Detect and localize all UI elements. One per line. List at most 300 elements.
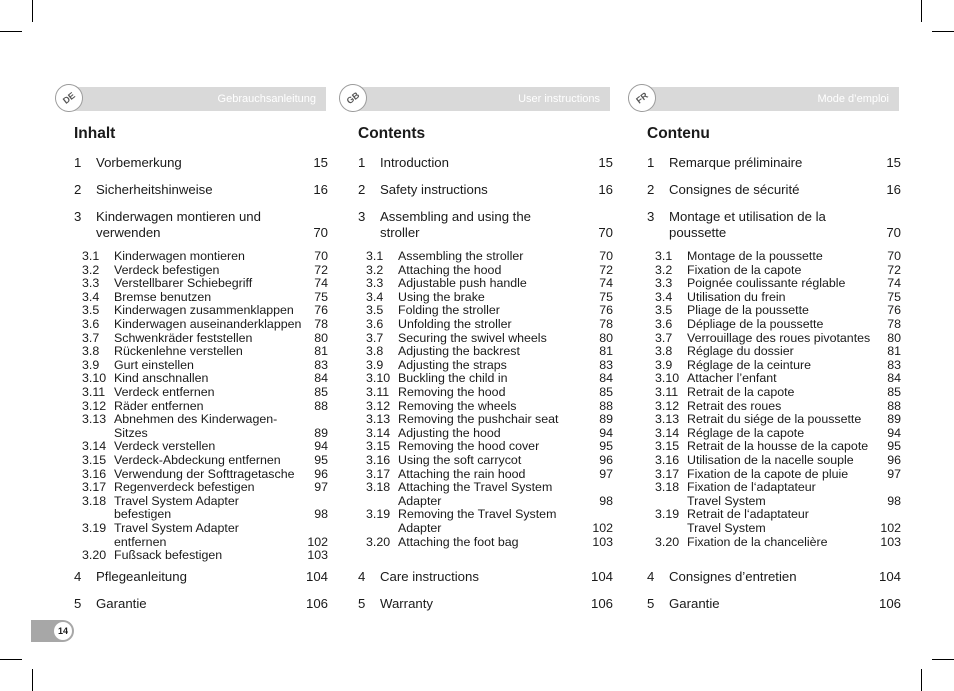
toc-entry-title-line: Vorbemerkung (96, 155, 182, 170)
toc-entry-title (380, 155, 577, 171)
toc-entry-title (114, 468, 302, 482)
toc-entry-number: 4 (358, 569, 366, 584)
toc-entry-number: 3.13 (655, 412, 680, 427)
toc-entry-page: 103 (880, 534, 901, 549)
toc-entry-title (114, 440, 302, 454)
toc-entry-number: 3.1 (82, 249, 100, 263)
toc-entry-title (669, 182, 865, 198)
toc-entry-title (687, 332, 875, 346)
toc-entry-title (398, 386, 587, 400)
toc-entry-page: 80 (599, 330, 613, 345)
toc-entry-title-line: Attacher l’enfant (687, 371, 777, 386)
toc-entry-title-line: Attaching the rain hood (398, 466, 526, 481)
toc-entry-title (114, 481, 302, 495)
toc-entry-number: 3.14 (82, 439, 107, 454)
toc-entry-title (114, 359, 302, 373)
toc-entry-title-line: Kinderwagen zusammenklappen (114, 303, 294, 318)
toc-entry-number: 3.19 (655, 507, 680, 522)
toc-entry-page: 84 (599, 371, 613, 386)
toc-entry-page: 102 (307, 534, 328, 549)
toc-entry-page: 104 (305, 569, 328, 584)
toc-entry-title (114, 304, 302, 318)
toc-entry-title (687, 318, 875, 332)
toc-entry-title (114, 372, 302, 386)
toc-entry-number: 3.9 (82, 357, 100, 372)
toc-entry-number: 3.10 (655, 371, 680, 386)
toc-entry-page: 84 (314, 371, 328, 386)
toc-entry-title-line: Poignée coulissante réglable (687, 276, 846, 291)
toc-entry-page: 94 (314, 439, 328, 454)
toc-entry-title (398, 345, 587, 359)
toc-entry-title (96, 569, 292, 585)
toc-entry-number: 3.7 (655, 330, 673, 345)
toc-entry-page: 106 (590, 596, 613, 611)
toc-entry-number: 3.14 (366, 425, 391, 440)
crop-mark (0, 31, 22, 32)
toc-entry-page: 106 (878, 596, 901, 611)
toc-entry-title (114, 549, 302, 563)
toc-entry-title (669, 596, 865, 612)
toc-entry-page: 85 (599, 385, 613, 399)
toc-entry-page: 74 (887, 276, 901, 291)
toc-entry-page: 81 (599, 344, 613, 359)
toc-entry-title-line: Bremse benutzen (114, 289, 212, 304)
toc-entry-title-line: Removing the hood cover (398, 439, 540, 454)
toc-entry-number: 1 (74, 155, 82, 170)
toc-entry-page: 94 (599, 425, 613, 440)
toc-entry-title (114, 345, 302, 359)
language-header (60, 87, 326, 111)
toc-entry-title (398, 440, 587, 454)
toc-entry-title (398, 481, 587, 508)
toc-entry-number: 2 (647, 182, 655, 197)
toc-entry-number: 3.1 (655, 249, 673, 263)
toc-title: Inhalt (74, 125, 116, 142)
toc-entry-page: 83 (314, 357, 328, 372)
toc-entry-title-line: Warranty (380, 596, 434, 611)
toc-entry-title-line: Remarque préliminaire (669, 155, 803, 170)
toc-entry-title (687, 277, 875, 291)
toc-entry-page: 78 (314, 317, 328, 331)
toc-entry-page: 76 (887, 303, 901, 318)
toc-entry-page: 85 (314, 385, 328, 399)
toc-entry-number: 3.16 (655, 453, 680, 467)
toc-entry-title (398, 413, 587, 427)
toc-entry-page: 76 (314, 303, 328, 318)
toc-entry-title-line: Pliage de la poussette (687, 303, 809, 318)
toc-entry-title (114, 291, 302, 305)
toc-entry-title-line: Adapter (398, 493, 442, 508)
toc-entry-number: 3.12 (655, 398, 680, 413)
toc-entry-page: 89 (314, 425, 328, 440)
toc-entry-number: 3.2 (82, 262, 100, 277)
toc-entry-title-line: Unfolding the stroller (398, 317, 512, 331)
toc-entry-title (687, 454, 875, 468)
toc-entry-page: 95 (887, 439, 901, 454)
toc-entry-title-line: Verdeck befestigen (114, 262, 220, 277)
toc-entry-page: 88 (599, 398, 613, 413)
toc-entry-number: 3.20 (366, 534, 391, 549)
toc-entry-title-line: Sitzes (114, 425, 148, 440)
crop-mark (32, 669, 33, 691)
toc-entry-number: 5 (647, 596, 655, 611)
toc-entry-number: 3.8 (655, 344, 673, 359)
toc-entry-title (687, 481, 875, 508)
toc-entry-title (380, 182, 577, 198)
toc-entry-page: 98 (599, 493, 613, 508)
toc-entry-number: 3.2 (655, 262, 673, 277)
toc-entry-title (96, 596, 292, 612)
toc-entry-page: 96 (599, 453, 613, 467)
toc-entry-page: 15 (313, 155, 328, 170)
toc-entry-page: 97 (314, 480, 328, 495)
toc-entry-title-line: Garantie (669, 596, 720, 611)
toc-entry-title-line: Retrait de la housse de la capote (687, 439, 869, 454)
toc-entry-title (114, 413, 302, 440)
toc-entry-page: 89 (887, 412, 901, 427)
toc-entry-title (398, 264, 587, 278)
toc-entry-title (687, 440, 875, 454)
toc-entry-title (398, 250, 587, 264)
toc-entry-number: 3.12 (366, 398, 391, 413)
toc-title: Contenu (647, 125, 710, 142)
toc-entry-title (380, 209, 577, 241)
toc-entry-page: 74 (314, 276, 328, 291)
toc-entry-number: 3.9 (655, 357, 673, 372)
language-header (344, 87, 610, 111)
toc-entry-number: 3.1 (366, 249, 384, 263)
toc-entry-page: 103 (592, 534, 613, 549)
toc-entry-title (398, 468, 587, 482)
toc-entry-title-line: Garantie (96, 596, 147, 611)
toc-entry-title-line: Verwendung der Softtragetasche (114, 466, 295, 481)
toc-entry-title-line: Adapter (398, 520, 442, 535)
toc-entry-title (398, 332, 587, 346)
toc-entry-page: 70 (886, 225, 901, 240)
toc-entry-number: 3 (358, 209, 366, 224)
toc-entry-page: 75 (887, 289, 901, 304)
toc-entry-title-line: Removing the pushchair seat (398, 412, 559, 427)
toc-entry-number: 3.5 (366, 303, 384, 318)
toc-entry-title-line: Folding the stroller (398, 303, 500, 318)
toc-entry-number: 1 (647, 155, 655, 170)
toc-entry-page: 88 (887, 398, 901, 413)
toc-entry-title (687, 250, 875, 264)
toc-entry-page: 97 (887, 466, 901, 481)
toc-entry-title-line: Fixation de la chancelière (687, 534, 828, 549)
toc-entry-page: 70 (599, 249, 613, 263)
toc-entry-title-line: Adjusting the hood (398, 425, 501, 440)
toc-entry-page: 15 (886, 155, 901, 170)
toc-entry-title-line: Retrait de l‘adaptateur (687, 507, 809, 522)
toc-entry-number: 3 (74, 209, 82, 224)
toc-entry-page: 98 (887, 493, 901, 508)
toc-entry-number: 3.8 (82, 344, 100, 359)
toc-entry-title-line: Removing the wheels (398, 398, 517, 413)
toc-entry-title-line: Montage et utilisation de la (669, 209, 826, 224)
header-label: User instructions (518, 93, 600, 105)
toc-entry-number: 3.8 (366, 344, 384, 359)
toc-entry-title-line: poussette (669, 225, 727, 240)
toc-entry-title-line: Kinderwagen montieren und (96, 209, 261, 224)
toc-entry-title (687, 427, 875, 441)
toc-entry-title-line: Rückenlehne verstellen (114, 344, 243, 359)
toc-entry-title (114, 454, 302, 468)
toc-entry-title-line: befestigen (114, 507, 172, 522)
toc-entry-number: 5 (74, 596, 82, 611)
page-number: 14 (54, 622, 72, 640)
toc-entry-title-line: Fixation de l‘adaptateur (687, 480, 816, 495)
language-badge: FR (622, 78, 661, 117)
toc-entry-page: 81 (314, 344, 328, 359)
toc-entry-title-line: Utilisation du frein (687, 289, 786, 304)
toc-entry-page: 16 (598, 182, 613, 197)
toc-entry-title (398, 359, 587, 373)
toc-entry-page: 97 (599, 466, 613, 481)
toc-entry-title-line: Consignes d’entretien (669, 569, 797, 584)
toc-entry-title (96, 209, 292, 241)
toc-entry-number: 3.17 (82, 480, 107, 495)
toc-entry-title-line: Dépliage de la poussette (687, 317, 824, 331)
toc-entry-number: 3.17 (655, 466, 680, 481)
toc-entry-number: 3.4 (82, 289, 100, 304)
toc-entry-number: 3.11 (366, 385, 390, 399)
toc-entry-title-line: Fixation de la capote de pluie (687, 466, 849, 481)
toc-entry-title-line: Verdeck verstellen (114, 439, 216, 454)
toc-entry-title (669, 155, 865, 171)
toc-entry-title (687, 345, 875, 359)
toc-entry-title-line: Verrouillage des roues pivotantes (687, 330, 871, 345)
toc-entry-title (687, 291, 875, 305)
toc-entry-title-line: Réglage de la ceinture (687, 357, 811, 372)
toc-entry-title (114, 522, 302, 549)
toc-entry-number: 3.11 (82, 385, 106, 399)
toc-entry-title-line: Verdeck-Abdeckung entfernen (114, 453, 281, 467)
toc-entry-title-line: Travel System (687, 520, 766, 535)
toc-entry-page: 102 (880, 520, 901, 535)
toc-entry-page: 96 (314, 466, 328, 481)
toc-entry-page: 84 (887, 371, 901, 386)
toc-entry-title-line: Verstellbarer Schiebegriff (114, 276, 253, 291)
toc-entry-number: 3.13 (366, 412, 391, 427)
toc-entry-title-line: Retrait du siége de la poussette (687, 412, 862, 427)
toc-entry-title (398, 304, 587, 318)
toc-entry-title (398, 318, 587, 332)
toc-entry-number: 3.20 (82, 548, 107, 563)
toc-entry-title-line: Fixation de la capote (687, 262, 802, 277)
toc-entry-title (398, 372, 587, 386)
toc-entry-title (114, 318, 302, 332)
toc-entry-title-line: Kinderwagen montieren (114, 249, 245, 263)
toc-entry-title-line: Travel System Adapter (114, 493, 239, 508)
toc-entry-number: 3.9 (366, 357, 384, 372)
toc-entry-title (398, 427, 587, 441)
toc-entry-number: 3.19 (82, 521, 107, 535)
toc-entry-title (114, 386, 302, 400)
toc-entry-title (398, 291, 587, 305)
toc-entry-title (687, 413, 875, 427)
toc-entry-title (687, 304, 875, 318)
toc-entry-page: 104 (590, 569, 613, 584)
toc-entry-title-line: Adjusting the backrest (398, 344, 520, 359)
toc-entry-page: 16 (313, 182, 328, 197)
toc-entry-number: 4 (647, 569, 655, 584)
toc-entry-title-line: Utilisation de la nacelle souple (687, 453, 854, 467)
toc-entry-page: 70 (313, 225, 328, 240)
crop-mark (921, 669, 922, 691)
toc-entry-number: 3.4 (366, 289, 384, 304)
toc-entry-number: 3.19 (366, 507, 391, 522)
toc-entry-number: 3.18 (655, 480, 680, 495)
toc-entry-title (687, 372, 875, 386)
toc-entry-title-line: Consignes de sécurité (669, 182, 800, 197)
toc-entry-page: 95 (599, 439, 613, 454)
toc-entry-title (114, 264, 302, 278)
toc-entry-number: 3.6 (655, 317, 673, 331)
toc-entry-page: 78 (887, 317, 901, 331)
toc-entry-page: 70 (314, 249, 328, 263)
toc-entry-title (687, 468, 875, 482)
toc-entry-title (398, 277, 587, 291)
toc-entry-number: 3.3 (366, 276, 384, 291)
toc-entry-number: 3.10 (82, 371, 107, 386)
toc-entry-page: 76 (599, 303, 613, 318)
toc-entry-page: 72 (314, 262, 328, 277)
toc-entry-title (398, 400, 587, 414)
toc-entry-title-line: Travel System (687, 493, 766, 508)
toc-entry-title-line: Securing the swivel wheels (398, 330, 547, 345)
toc-entry-title (669, 209, 865, 241)
toc-entry-number: 2 (358, 182, 366, 197)
toc-title: Contents (358, 125, 426, 142)
toc-entry-title-line: entfernen (114, 534, 167, 549)
header-label: Mode d’emploi (817, 93, 889, 105)
toc-entry-title-line: Sicherheitshinweise (96, 182, 213, 197)
page-tab (31, 620, 74, 642)
toc-entry-title-line: Räder entfernen (114, 398, 204, 413)
toc-entry-page: 89 (599, 412, 613, 427)
toc-entry-title-line: Retrait de la capote (687, 385, 795, 399)
toc-entry-page: 88 (314, 398, 328, 413)
toc-entry-page: 81 (887, 344, 901, 359)
toc-entry-page: 83 (599, 357, 613, 372)
toc-entry-title (380, 596, 577, 612)
toc-entry-title (687, 359, 875, 373)
toc-entry-title (398, 536, 587, 550)
toc-entry-number: 3.11 (655, 385, 679, 399)
toc-entry-title (114, 332, 302, 346)
toc-entry-number: 3.20 (655, 534, 680, 549)
toc-entry-number: 3.5 (655, 303, 673, 318)
toc-entry-number: 3.16 (82, 466, 107, 481)
language-header (633, 87, 899, 111)
toc-entry-number: 3.2 (366, 262, 384, 277)
toc-entry-page: 78 (599, 317, 613, 331)
toc-entry-number: 5 (358, 596, 366, 611)
crop-mark (932, 659, 954, 660)
toc-entry-title-line: Kinderwagen auseinanderklappen (114, 317, 302, 331)
toc-entry-number: 3.7 (82, 330, 100, 345)
toc-entry-page: 80 (314, 330, 328, 345)
toc-entry-number: 3.18 (82, 493, 107, 508)
toc-entry-title (380, 569, 577, 585)
toc-entry-page: 94 (887, 425, 901, 440)
toc-entry-page: 16 (886, 182, 901, 197)
toc-entry-number: 3.6 (82, 317, 100, 331)
toc-entry-page: 83 (887, 357, 901, 372)
toc-entry-title-line: Assembling the stroller (398, 249, 524, 263)
crop-mark (0, 659, 22, 660)
toc-entry-title-line: Assembling and using the (380, 209, 532, 224)
toc-entry-page: 106 (305, 596, 328, 611)
toc-entry-page: 15 (598, 155, 613, 170)
toc-entry-page: 75 (314, 289, 328, 304)
toc-entry-title-line: Adjusting the straps (398, 357, 507, 372)
toc-entry-number: 3.5 (82, 303, 100, 318)
toc-entry-number: 3.18 (366, 480, 391, 495)
toc-entry-title (114, 495, 302, 522)
toc-entry-title-line: Travel System Adapter (114, 521, 239, 535)
toc-entry-title (96, 155, 292, 171)
toc-entry-title-line: Attaching the Travel System (398, 480, 553, 495)
toc-entry-number: 3.3 (82, 276, 100, 291)
toc-entry-title-line: Removing the hood (398, 385, 506, 399)
toc-entry-title (687, 536, 875, 550)
toc-entry-page: 74 (599, 276, 613, 291)
toc-entry-title (114, 277, 302, 291)
toc-entry-number: 3.15 (366, 439, 391, 454)
toc-entry-title (114, 400, 302, 414)
toc-entry-page: 70 (887, 249, 901, 263)
toc-entry-number: 3.15 (82, 453, 107, 467)
language-badge: GB (333, 78, 372, 117)
toc-entry-title-line: Attaching the foot bag (398, 534, 519, 549)
toc-entry-title-line: Pflegeanleitung (96, 569, 187, 584)
toc-entry-title (398, 508, 587, 535)
toc-entry-title-line: Abnehmen des Kinderwagen- (114, 412, 278, 427)
toc-entry-page: 96 (887, 453, 901, 467)
crop-mark (932, 31, 954, 32)
toc-entry-title-line: Safety instructions (380, 182, 488, 197)
toc-entry-title-line: Montage de la poussette (687, 249, 823, 263)
toc-entry-title-line: Adjustable push handle (398, 276, 527, 291)
toc-entry-page: 75 (599, 289, 613, 304)
toc-entry-page: 70 (598, 225, 613, 240)
toc-entry-number: 1 (358, 155, 366, 170)
toc-entry-page: 102 (592, 520, 613, 535)
toc-entry-title-line: Schwenkräder feststellen (114, 330, 253, 345)
toc-entry-title (114, 250, 302, 264)
toc-entry-number: 4 (74, 569, 82, 584)
toc-entry-title-line: Introduction (380, 155, 449, 170)
toc-entry-number: 3.17 (366, 466, 391, 481)
toc-entry-page: 85 (887, 385, 901, 399)
toc-entry-title (687, 508, 875, 535)
toc-entry-title-line: Réglage de la capote (687, 425, 805, 440)
toc-entry-number: 3.12 (82, 398, 107, 413)
toc-entry-title-line: Kind anschnallen (114, 371, 209, 386)
toc-entry-title-line: Removing the Travel System (398, 507, 557, 522)
toc-entry-page: 104 (878, 569, 901, 584)
toc-entry-number: 3.3 (655, 276, 673, 291)
toc-entry-page: 95 (314, 453, 328, 467)
toc-entry-title-line: Réglage du dossier (687, 344, 794, 359)
toc-entry-title (687, 264, 875, 278)
toc-entry-number: 3.4 (655, 289, 673, 304)
toc-entry-number: 3.10 (366, 371, 391, 386)
toc-entry-page: 72 (599, 262, 613, 277)
toc-entry-title (687, 386, 875, 400)
